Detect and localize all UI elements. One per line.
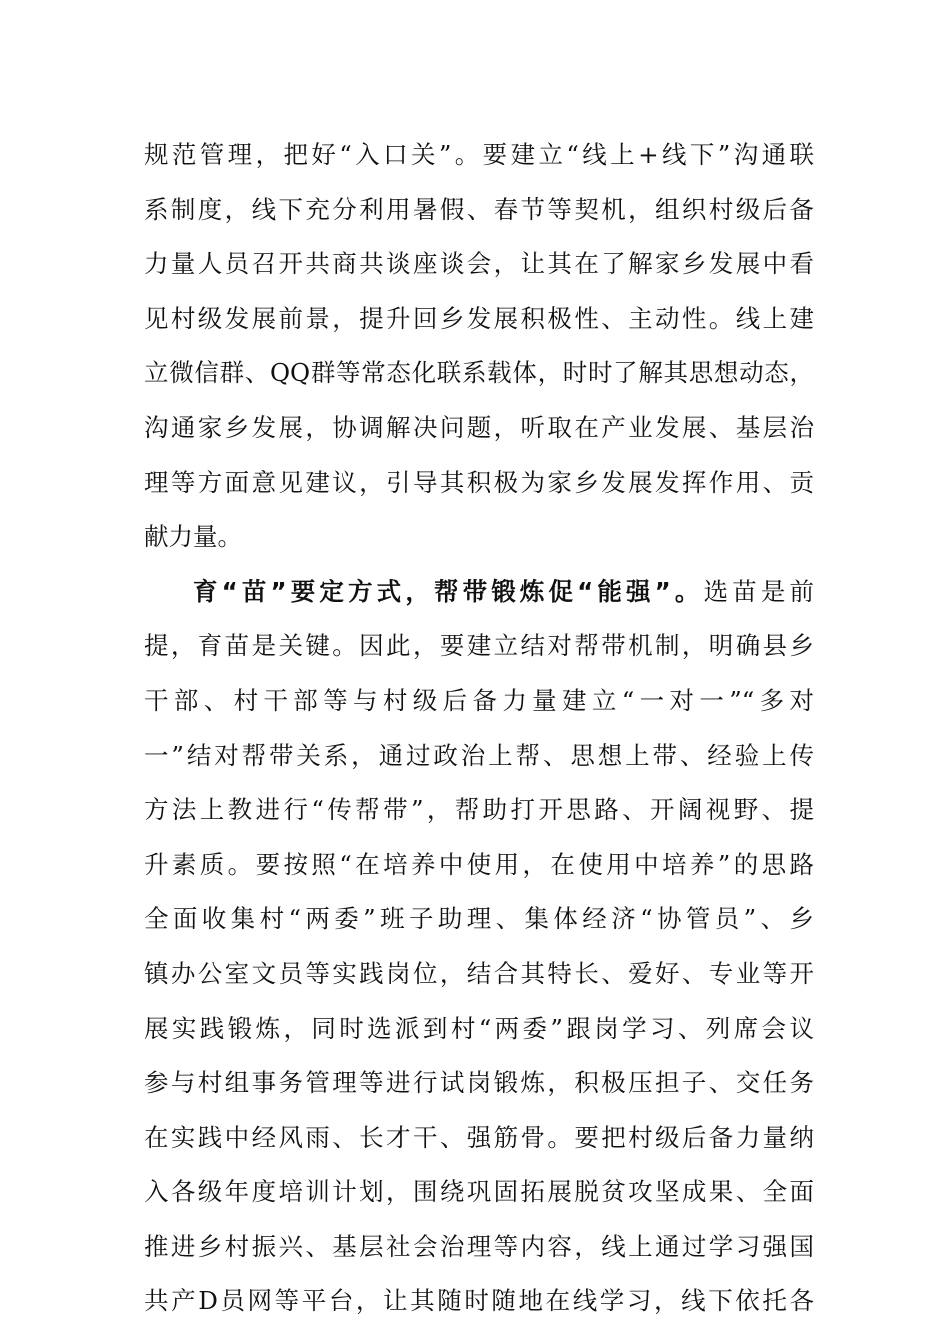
body-text [144, 128, 814, 1329]
text-line: 升素质。要按照“在培养中使用，在使用中培养”的思路 [144, 849, 814, 879]
text-line: 入各级年度培训计划，围绕巩固拓展脱贫攻坚成果、全面 [144, 1177, 814, 1207]
paragraph-1 [144, 128, 814, 565]
text-line: 一”结对帮带关系，通过政治上帮、思想上带、经验上传 [144, 740, 814, 770]
text-line: 理等方面意见建议，引导其积极为家乡发展发挥作用、贡 [144, 467, 814, 497]
text-line: 展实践锻炼，同时选派到村“两委”跟岗学习、列席会议 [144, 1013, 814, 1043]
text-line-first [144, 565, 814, 620]
text-line: 见村级发展前景，提升回乡发展积极性、主动性。线上建 [144, 303, 814, 333]
text-line: 立微信群、QQ群等常态化联系载体，时时了解其思想动态， [144, 358, 814, 388]
text-line: 方法上教进行“传帮带”，帮助打开思路、开阔视野、提 [144, 795, 814, 825]
text-line: 力量人员召开共商共谈座谈会，让其在了解家乡发展中看 [144, 249, 814, 279]
text-line: 共产D员网等平台，让其随时随地在线学习，线下依托各 [144, 1286, 814, 1316]
paragraph-heading: 育“苗”要定方式，帮带锻炼促“能强”。 [193, 576, 704, 606]
text-line: 镇办公室文员等实践岗位，结合其特长、爱好、专业等开 [144, 958, 814, 988]
text-line: 干部、村干部等与村级后备力量建立“一对一”“多对 [144, 685, 814, 715]
text-line: 全面收集村“两委”班子助理、集体经济“协管员”、乡 [144, 904, 814, 934]
text-line: 沟通家乡发展，协调解决问题，听取在产业发展、基层治 [144, 412, 814, 442]
text-line: 献力量。 [144, 522, 242, 552]
text-line: 参与村组事务管理等进行试岗锻炼，积极压担子、交任务 [144, 1068, 814, 1098]
text-line: 规范管理，把好“入口关”。要建立“线上+线下”沟通联 [144, 140, 814, 169]
paragraph-2 [144, 565, 814, 1329]
text-line: 推进乡村振兴、基层社会治理等内容，线上通过学习强国 [144, 1231, 814, 1261]
text-line: 提，育苗是关键。因此，要建立结对帮带机制，明确县乡 [144, 631, 814, 661]
text-line: 在实践中经风雨、长才干、强筋骨。要把村级后备力量纳 [144, 1122, 814, 1152]
text-line: 系制度，线下充分利用暑假、春节等契机，组织村级后备 [144, 194, 814, 224]
first-line-text: 选苗是前 [703, 576, 814, 606]
